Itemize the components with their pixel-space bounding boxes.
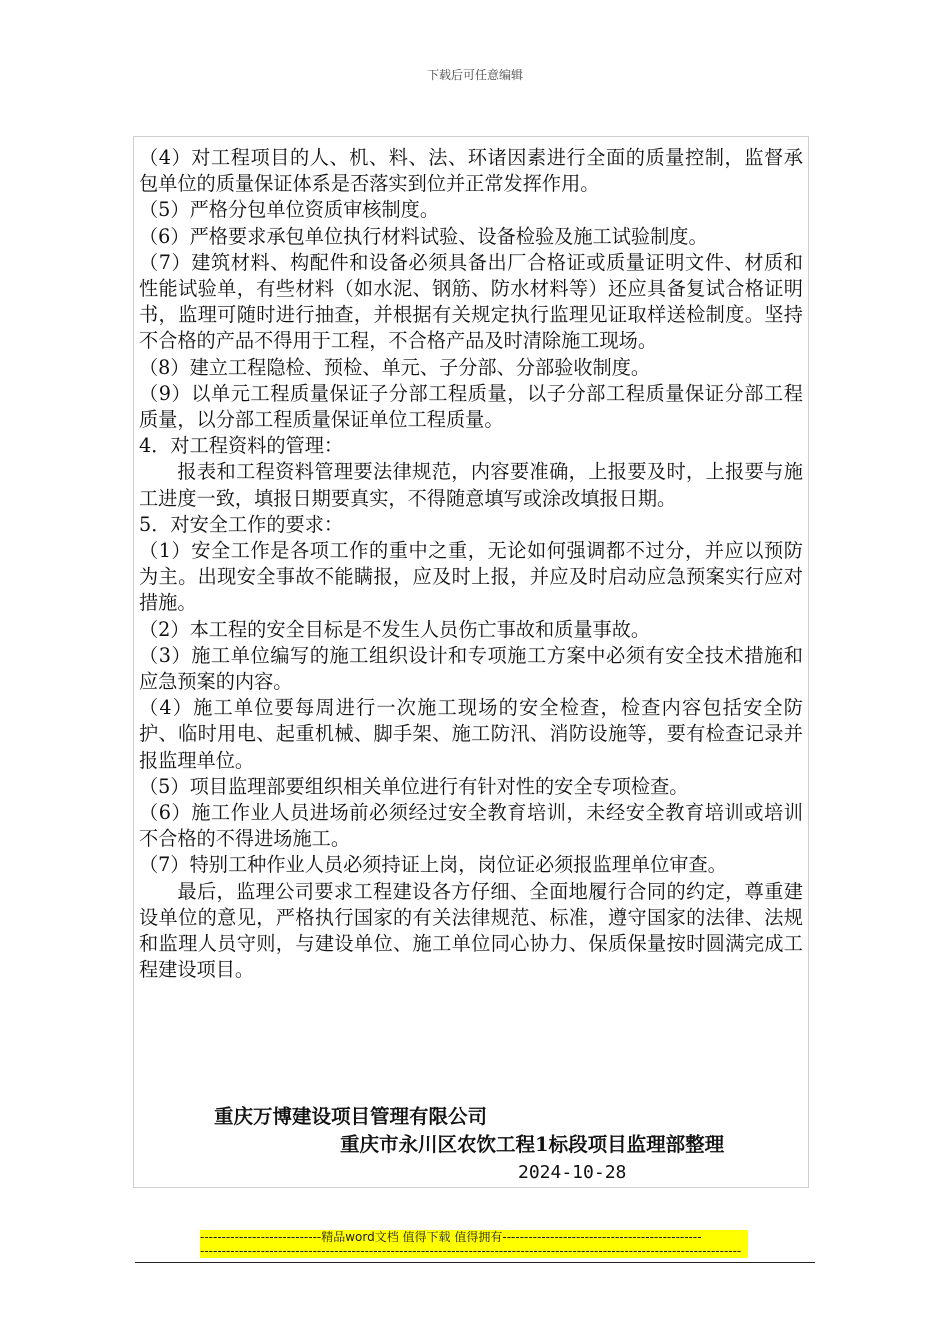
paragraph: （4）对工程项目的人、机、料、法、环诸因素进行全面的质量控制，监督承包单位的质量保证体系是否落实到位并正常发挥作用。: [139, 146, 803, 196]
paragraph: （8）建立工程隐检、预检、单元、子分部、分部验收制度。: [139, 355, 651, 379]
paragraph: （1）安全工作是各项工作的重中之重，无论如何强调都不过分，并应以预防为主。出现安全事故不能瞒报，应及时上报，并应及时启动应急预案实行应对措施。: [139, 539, 803, 615]
footer-banner: [200, 1230, 748, 1258]
signature-company: 重庆万博建设项目管理有限公司: [214, 1105, 488, 1128]
paragraph: （9）以单元工程质量保证子分部工程质量，以子分部工程质量保证分部工程质量，以分部工程质量保证单位工程质量。: [139, 381, 803, 432]
paragraph: （6）施工作业人员进场前必须经过安全教育培训，未经安全教育培训或培训不合格的不得进场施工。: [139, 801, 803, 851]
signature-date: 2024-10-28: [518, 1162, 627, 1183]
paragraph: （7）特别工种作业人员必须持证上岗，岗位证必须报监理单位审查。: [139, 853, 727, 877]
page-header: 下载后可任意编辑: [426, 68, 523, 82]
footer-banner-line-2: -----------------------------------------------------------------------------------------------------------------------------: [200, 1244, 742, 1258]
paragraph: （6）严格要求承包单位执行材料试验、设备检验及施工试验制度。: [139, 224, 708, 248]
body-text: [139, 145, 803, 984]
paragraph: 4．对工程资料的管理：: [139, 434, 344, 458]
paragraph: 5．对安全工作的要求：: [139, 512, 344, 536]
paragraph: 报表和工程资料管理要法律规范，内容要准确，上报要及时，上报要与施工进度一致，填报日期要真实，不得随意填写或涂改填报日期。: [139, 460, 803, 510]
footer-divider: [135, 1262, 815, 1263]
signature-department: 重庆市永川区农饮工程1标段项目监理部整理: [340, 1133, 725, 1156]
paragraph: （3）施工单位编写的施工组织设计和专项施工方案中必须有安全技术措施和应急预案的内容。: [139, 643, 803, 694]
paragraph: 最后，监理公司要求工程建设各方仔细、全面地履行合同的约定，尊重建设单位的意见，严格执行国家的有关法律规范、标准，遵守国家的法律、法规和监理人员守则，与建设单位、施工单位同心协力、保质保量按时圆满完成工程建设项目。: [139, 879, 803, 982]
content-box: [133, 136, 809, 1188]
footer-banner-line-1: ----------------------------精品word文档 值得下载 值得拥有----------------------------------------------: [200, 1230, 702, 1244]
paragraph: （7）建筑材料、构配件和设备必须具备出厂合格证或质量证明文件、材质和性能试验单，有些材料（如水泥、钢筋、防水材料等）还应具备复试合格证明书，监理可随时进行抽查，并根据有关规定执行监理见证取样送检制度。坚持不合格的产品不得用于工程，不合格产品及时清除施工现场。: [139, 250, 803, 353]
paragraph: （5）严格分包单位资质审核制度。: [139, 198, 440, 222]
paragraph: （4）施工单位要每周进行一次施工现场的安全检查，检查内容包括安全防护、临时用电、起重机械、脚手架、施工防汛、消防设施等，要有检查记录并报监理单位。: [139, 696, 803, 772]
paragraph: （2）本工程的安全目标是不发生人员伤亡事故和质量事故。: [139, 617, 651, 641]
paragraph: （5）项目监理部要组织相关单位进行有针对性的安全专项检查。: [139, 774, 689, 798]
